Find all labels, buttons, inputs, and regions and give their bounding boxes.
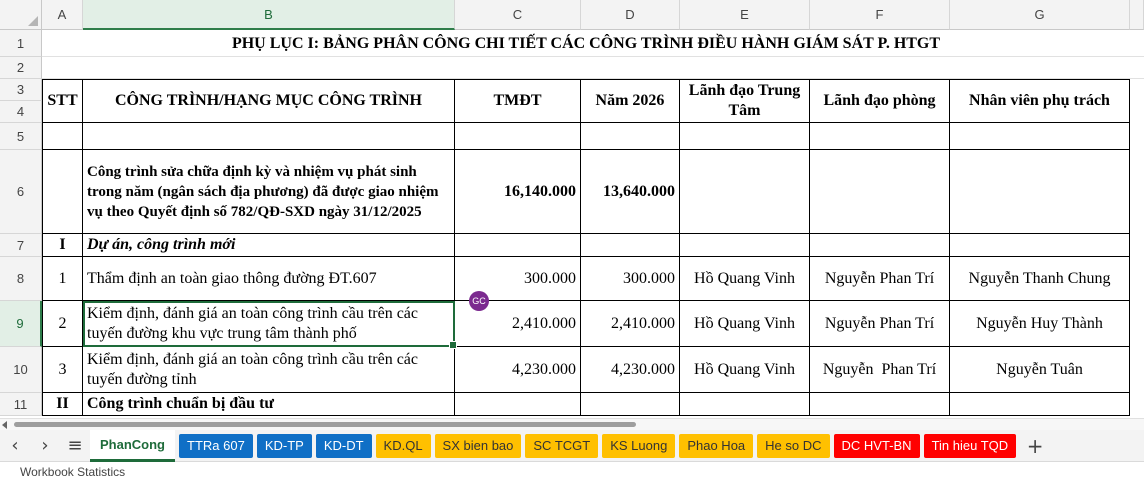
cell-e6[interactable] — [680, 150, 810, 234]
tab-phancong[interactable]: PhanCong — [90, 430, 175, 462]
item2-tmdt[interactable]: 2,410.000 — [455, 301, 581, 347]
row-header-7[interactable]: 7 — [0, 234, 42, 257]
row-header-8[interactable]: 8 — [0, 257, 42, 301]
item3-stt[interactable]: 3 — [42, 347, 83, 393]
cell-f5[interactable] — [810, 123, 950, 150]
cell-g7[interactable] — [950, 234, 1130, 257]
horizontal-scrollbar[interactable] — [0, 418, 1144, 430]
item2-year[interactable]: 2,410.000 — [581, 301, 680, 347]
cell-a5[interactable] — [42, 123, 83, 150]
tab-ttra-607[interactable]: TTRa 607 — [179, 434, 253, 458]
row-header-2[interactable]: 2 — [0, 57, 42, 79]
column-header-f[interactable]: F — [810, 0, 950, 30]
section1-stt[interactable]: I — [42, 234, 83, 257]
cell-g5[interactable] — [950, 123, 1130, 150]
scroll-left-arrow-icon[interactable] — [2, 421, 7, 429]
all-sheets-menu-icon[interactable]: ≡ — [67, 435, 83, 456]
row-header-6[interactable]: 6 — [0, 150, 42, 234]
cell-d11[interactable] — [581, 393, 680, 416]
item1-staff[interactable]: Nguyễn Thanh Chung — [950, 257, 1130, 301]
cell-d5[interactable] — [581, 123, 680, 150]
cell-e7[interactable] — [680, 234, 810, 257]
item2-project[interactable]: Kiểm định, đánh giá an toàn công trình cầu trên các tuyến đường khu vực trung tâm thành phố — [83, 301, 455, 347]
column-header-c[interactable]: C — [455, 0, 581, 30]
item3-project[interactable]: Kiểm định, đánh giá an toàn công trình cầu trên các tuyến đường tỉnh — [83, 347, 455, 393]
tab-dc-hvt-bn[interactable]: DC HVT-BN — [834, 434, 920, 458]
item2-staff[interactable]: Nguyễn Huy Thành — [950, 301, 1130, 347]
column-header-b[interactable]: B — [83, 0, 455, 30]
header-center-lead[interactable]: Lãnh đạo Trung Tâm — [680, 79, 810, 123]
tab-ks-luong[interactable]: KS Luong — [602, 434, 675, 458]
cell-a6[interactable] — [42, 150, 83, 234]
header-project[interactable]: CÔNG TRÌNH/HẠNG MỤC CÔNG TRÌNH — [83, 79, 455, 123]
header-tmdt[interactable]: TMĐT — [455, 79, 581, 123]
section2-title[interactable]: Công trình chuẩn bị đầu tư — [83, 393, 455, 416]
row-header-5[interactable]: 5 — [0, 123, 42, 150]
item2-center-lead[interactable]: Hồ Quang Vinh — [680, 301, 810, 347]
row-header-1[interactable]: 1 — [0, 30, 42, 57]
empty-row-2[interactable] — [42, 57, 1144, 79]
tab-kd-ql[interactable]: KD.QL — [376, 434, 431, 458]
header-staff[interactable]: Nhân viên phụ trách — [950, 79, 1130, 123]
column-header-e[interactable]: E — [680, 0, 810, 30]
column-header-a[interactable]: A — [42, 0, 83, 30]
item1-dept-lead[interactable]: Nguyễn Phan Trí — [810, 257, 950, 301]
tab-kd-dt[interactable]: KD-DT — [316, 434, 372, 458]
item1-stt[interactable]: 1 — [42, 257, 83, 301]
header-year[interactable]: Năm 2026 — [581, 79, 680, 123]
row-header-4[interactable]: 4 — [0, 101, 42, 123]
item1-center-lead[interactable]: Hồ Quang Vinh — [680, 257, 810, 301]
section1-title[interactable]: Dự án, công trình mới — [83, 234, 455, 257]
tab-sx-bien-bao[interactable]: SX bien bao — [435, 434, 522, 458]
column-header-h[interactable] — [1130, 0, 1144, 30]
header-dept-lead[interactable]: Lãnh đạo phòng — [810, 79, 950, 123]
row-header-3[interactable]: 3 — [0, 79, 42, 101]
cell-e11[interactable] — [680, 393, 810, 416]
item3-year[interactable]: 4,230.000 — [581, 347, 680, 393]
column-header-g[interactable]: G — [950, 0, 1130, 30]
add-sheet-plus-icon[interactable]: + — [1026, 433, 1044, 458]
cell-c11[interactable] — [455, 393, 581, 416]
row6-tmdt[interactable]: 16,140.000 — [455, 150, 581, 234]
item2-stt[interactable]: 2 — [42, 301, 83, 347]
item3-center-lead[interactable]: Hồ Quang Vinh — [680, 347, 810, 393]
section2-stt[interactable]: II — [42, 393, 83, 416]
cell-b5[interactable] — [83, 123, 455, 150]
sheet-title[interactable]: PHỤ LỤC I: BẢNG PHÂN CÔNG CHI TIẾT CÁC CÔNG TRÌNH ĐIỀU HÀNH GIÁM SÁT P. HTGT — [231, 34, 941, 52]
cell-f7[interactable] — [810, 234, 950, 257]
collaborator-avatar[interactable]: GC — [469, 291, 489, 311]
cell-f6[interactable] — [810, 150, 950, 234]
workbook-statistics-link[interactable]: Workbook Statistics — [20, 465, 126, 479]
item3-staff[interactable]: Nguyễn Tuân — [950, 347, 1130, 393]
row6-year[interactable]: 13,640.000 — [581, 150, 680, 234]
header-stt[interactable]: STT — [42, 79, 83, 123]
tab-phao-hoa[interactable]: Phao Hoa — [679, 434, 753, 458]
tab-tin-hieu-tqd[interactable]: Tin hieu TQD — [924, 434, 1017, 458]
cell-d7[interactable] — [581, 234, 680, 257]
item3-tmdt[interactable]: 4,230.000 — [455, 347, 581, 393]
row-header-10[interactable]: 10 — [0, 347, 42, 393]
row6-project[interactable]: Công trình sửa chữa định kỳ và nhiệm vụ phát sinh trong năm (ngân sách địa phương) đã được giao nhiệm vụ theo Quyết định số 782/QĐ-SXD ngày 31/12/2025 — [83, 150, 455, 234]
item1-project[interactable]: Thẩm định an toàn giao thông đường ĐT.607 — [83, 257, 455, 301]
next-sheet-chevron-icon[interactable]: › — [41, 435, 49, 456]
cell-f11[interactable] — [810, 393, 950, 416]
tab-sc-tcgt[interactable]: SC TCGT — [525, 434, 598, 458]
row-header-9[interactable]: 9 — [0, 301, 42, 347]
item1-tmdt[interactable]: 300.000 — [455, 257, 581, 301]
row-header-11[interactable]: 11 — [0, 393, 42, 416]
status-bar — [0, 462, 1144, 482]
sheet-tab-bar — [0, 430, 1144, 462]
select-all-corner[interactable] — [0, 0, 42, 30]
cell-e5[interactable] — [680, 123, 810, 150]
scrollbar-thumb[interactable] — [14, 422, 636, 427]
item1-year[interactable]: 300.000 — [581, 257, 680, 301]
item2-dept-lead[interactable]: Nguyễn Phan Trí — [810, 301, 950, 347]
cell-c7[interactable] — [455, 234, 581, 257]
column-header-d[interactable]: D — [581, 0, 680, 30]
item3-dept-lead[interactable]: Nguyễn Phan Trí — [810, 347, 950, 393]
cell-c5[interactable] — [455, 123, 581, 150]
cell-g11[interactable] — [950, 393, 1130, 416]
prev-sheet-chevron-icon[interactable]: ‹ — [11, 435, 19, 456]
tab-kd-tp[interactable]: KD-TP — [257, 434, 312, 458]
cell-g6[interactable] — [950, 150, 1130, 234]
tab-he-so-dc[interactable]: He so DC — [757, 434, 829, 458]
